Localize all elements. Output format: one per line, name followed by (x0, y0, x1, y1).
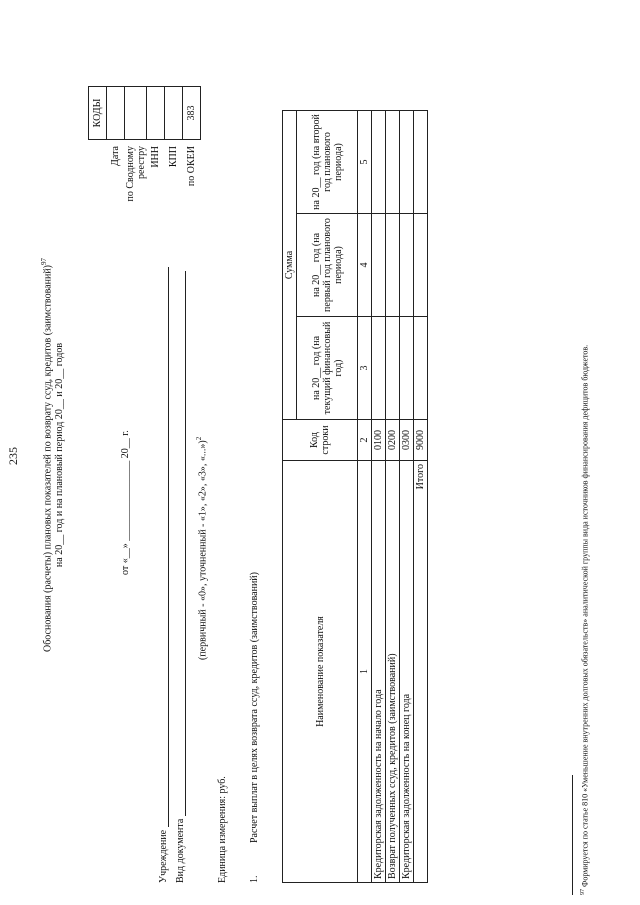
col-number-4: 4 (358, 214, 372, 317)
code-value-registry[interactable] (125, 87, 147, 140)
section-title: Расчет выплат в целях возврата ссуд, кредитов (заимствований) (249, 572, 260, 843)
header-name: Наименование показателя (283, 461, 358, 883)
table-row (386, 111, 400, 883)
cell-editable[interactable] (414, 317, 428, 420)
codes-table (88, 86, 201, 220)
table-row (372, 111, 386, 883)
table-row (400, 111, 414, 883)
doc-type-note-mark: 2 (195, 436, 203, 441)
cell-editable[interactable] (400, 214, 414, 317)
code-value-date[interactable] (107, 87, 125, 140)
row-name: Кредиторская задолженность на конец года (400, 461, 414, 883)
header-sum: Сумма (283, 111, 297, 420)
cell-editable[interactable] (414, 111, 428, 214)
doc-type-note-text: (первичный - «0», уточненный - «1», «2», «3», «...») (197, 440, 209, 660)
title-footnote-mark: 97 (40, 258, 48, 265)
col-number-2: 2 (358, 420, 372, 461)
footnote-text: Формируется по статье 810 «Уменьшение внутренних долговых обязательств» аналитической группы вида источников финансирования дефицитов бюджетов. (580, 344, 590, 887)
title-line-2: на 20__ год и на плановый период 20__ и 20__ годов (54, 342, 66, 568)
row-name: Кредиторская задолженность на начало года (372, 461, 386, 883)
col-number-3: 3 (358, 317, 372, 420)
row-code: 0100 (372, 420, 386, 461)
col-number-5: 5 (358, 111, 372, 214)
cell-editable[interactable] (372, 317, 386, 420)
code-label-kpp: КПП (168, 146, 179, 168)
unit-label: Единица измерения: руб. (217, 776, 228, 883)
code-label-date: Дата (110, 146, 121, 166)
cell-editable[interactable] (414, 214, 428, 317)
cell-editable[interactable] (400, 111, 414, 214)
document-title (38, 195, 66, 715)
col-number-1: 1 (358, 461, 372, 883)
cell-editable[interactable] (372, 214, 386, 317)
header-col4: на 20__ год (на первый год планового периода) (297, 214, 358, 317)
header-col5: на 20__ год (на второй год планового периода) (297, 111, 358, 214)
doc-type-note (195, 437, 208, 660)
section-heading (249, 572, 260, 883)
main-table (282, 110, 428, 883)
total-label: Итого (414, 461, 428, 883)
row-code: 0200 (386, 420, 400, 461)
code-label-registry: по Сводному реестру (124, 146, 147, 202)
page-number: 235 (6, 447, 20, 465)
header-col3: на 20__ год (на текущий финансовый год) (297, 317, 358, 420)
title-line-1: Обоснования (расчеты) плановых показателей по возврату ссуд, кредитов (заимствований) (42, 265, 54, 652)
cell-editable[interactable] (372, 111, 386, 214)
footnote-mark: 97 (580, 889, 586, 895)
footnote-divider (572, 775, 573, 895)
cell-editable[interactable] (400, 317, 414, 420)
code-value-okei: 383 (183, 87, 201, 140)
cell-editable[interactable] (386, 317, 400, 420)
cell-editable[interactable] (386, 214, 400, 317)
doc-type-field (175, 271, 186, 883)
code-label-inn: ИНН (150, 146, 161, 168)
cell-editable[interactable] (386, 111, 400, 214)
code-label-okei: по ОКЕИ (186, 146, 197, 187)
section-number: 1. (249, 875, 260, 883)
code-value-inn[interactable] (147, 87, 165, 140)
institution-field (158, 267, 169, 883)
date-line: от «__» ________________ 20__ г. (120, 430, 131, 575)
footnote (580, 15, 590, 895)
institution-line[interactable] (158, 267, 169, 827)
doc-type-line[interactable] (175, 271, 186, 816)
header-code: Код строки (283, 420, 358, 461)
code-value-kpp[interactable] (165, 87, 183, 140)
row-code: 0300 (400, 420, 414, 461)
total-row (414, 111, 428, 883)
doc-type-label: Вид документа (175, 818, 186, 883)
total-code: 9000 (414, 420, 428, 461)
institution-label: Учреждение (158, 829, 169, 883)
row-name: Возврат полученных ссуд, кредитов (заимствований) (386, 461, 400, 883)
codes-header: КОДЫ (89, 87, 107, 140)
